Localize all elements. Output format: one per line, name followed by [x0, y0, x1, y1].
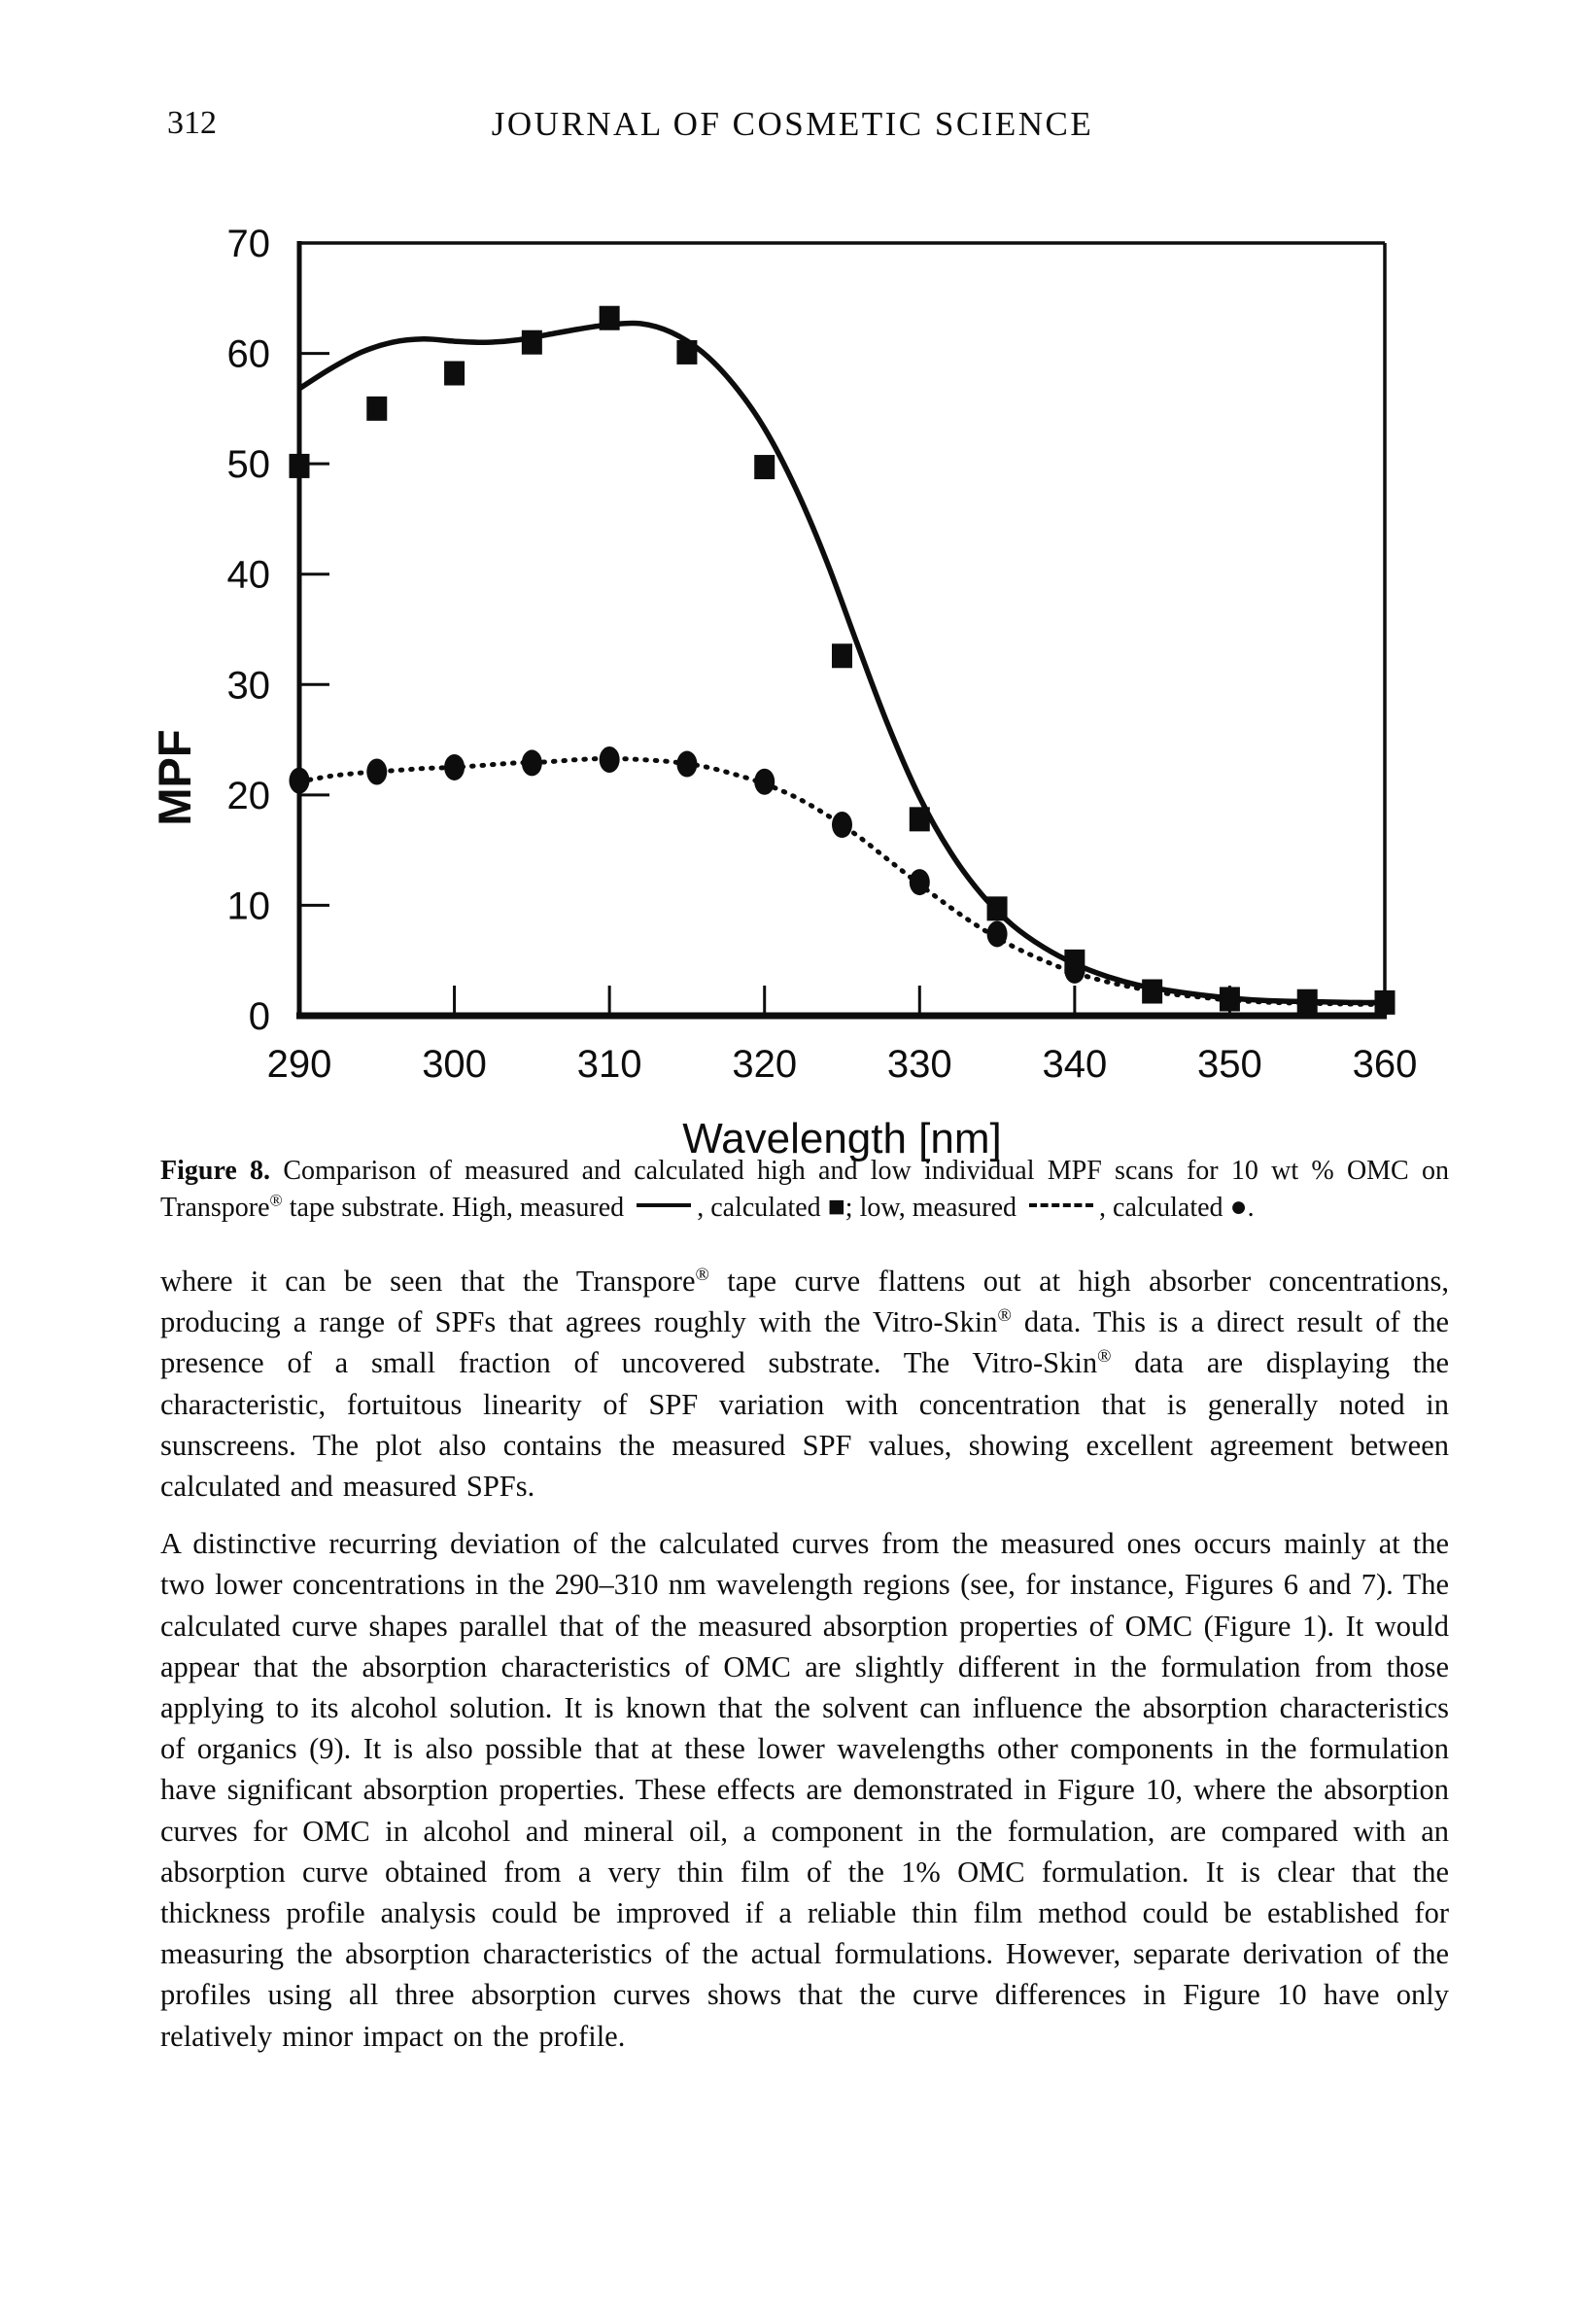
y-tick-label: 0: [248, 995, 270, 1038]
x-tick-label: 310: [576, 1043, 642, 1086]
filled-circle-icon: ●: [1229, 1191, 1248, 1223]
x-tick-label: 350: [1197, 1043, 1262, 1086]
high-calculated-point: [366, 397, 387, 421]
high-calculated-point: [290, 454, 310, 478]
high-calculated-point: [832, 643, 852, 668]
low-calculated-point: [366, 759, 387, 785]
paragraph-2: A distinctive recurring deviation of the calculated curves from the measured ones occurs mainly at the two lower concentrations in the 290–310 nm wavelength regions (see, for instance, Figures 6 and 7). The calculated curve shapes parallel that of the measured absorption properties of OMC (Figure 1). It would appear that the absorption characteristics of OMC are slightly different in the formulation from those applying to its alcohol solution. It is known that the solvent can influence the absorption characteristics of organics (9). It is also possible that at these lower wavelengths other components in the formulation have significant absorption properties. These effects are demonstrated in Figure 10, where the absorption curves for OMC in alcohol and mineral oil, a component in the formulation, are compared with an absorption curve obtained from a very thin film of the 1% OMC formulation. It is clear that the thickness profile analysis could be improved if a reliable thin film method could be established for measuring the absorption characteristics of the actual formulations. However, separate derivation of the profiles using all three absorption curves shows that the curve differences in Figure 10 have only relatively minor impact on the profile.: [160, 1527, 1449, 2053]
x-tick-label: 300: [422, 1043, 487, 1086]
high-calculated-point: [910, 807, 930, 831]
x-tick-label: 320: [732, 1043, 798, 1086]
figure-caption-label: Figure 8.: [160, 1156, 271, 1186]
page-number: 312: [167, 105, 217, 141]
filled-square-icon: ■: [827, 1191, 845, 1223]
caption-text-f: .: [1247, 1193, 1255, 1223]
low-calculated-point: [522, 749, 542, 776]
article-body: [160, 1261, 1449, 2057]
caption-text-e: , calculated: [1099, 1193, 1230, 1223]
high-calculated-point: [754, 455, 775, 479]
low-calculated-point: [444, 754, 465, 780]
low-calculated-point: [1064, 957, 1085, 984]
low-calculated-point: [290, 768, 310, 794]
high-calculated-point: [676, 340, 697, 364]
solid-line-sample-icon: [637, 1203, 691, 1207]
caption-text-b: tape substrate. High, measured: [282, 1193, 632, 1223]
y-tick-label: 70: [226, 223, 270, 265]
low-calculated-point: [987, 920, 1008, 947]
figure-caption: [160, 1153, 1449, 1227]
caption-text-d: ; low, measured: [844, 1193, 1024, 1223]
low-calculated-point: [832, 812, 852, 838]
y-tick-label: 30: [226, 664, 270, 708]
x-tick-label: 290: [266, 1043, 332, 1086]
journal-title: JOURNAL OF COSMETIC SCIENCE: [491, 105, 1094, 143]
high-calculated-point: [444, 362, 465, 386]
x-tick-label: 340: [1042, 1043, 1108, 1086]
high-calculated-point: [987, 896, 1008, 920]
y-tick-label: 10: [226, 885, 270, 928]
registered-mark: ®: [269, 1191, 283, 1210]
x-tick-label: 330: [886, 1043, 952, 1086]
low-calculated-point: [600, 746, 620, 773]
high-calculated-point: [1375, 990, 1395, 1015]
x-axis-title: Wavelength [nm]: [682, 1115, 1002, 1162]
caption-text-a: Comparison of measured and calculated high and low individual MPF scans for 10 wt % OMC on Transpore: [160, 1156, 1449, 1223]
y-tick-label: 40: [226, 553, 270, 597]
paragraph-1: where it can be seen that the Transpore® tape curve flattens out at high absorber concentrations, producing a range of SPFs that agrees roughly with the Vitro-Skin® data. This is a direct result of the presence of a small fraction of uncovered substrate. The Vitro-Skin® data are displaying the characteristic, fortuitous linearity of SPF variation with concentration that is generally noted in sunscreens. The plot also contains the measured SPF values, showing excellent agreement between calculated and measured SPFs.: [160, 1264, 1450, 1504]
y-tick-label: 60: [226, 332, 270, 376]
low-calculated-point: [910, 869, 930, 895]
low-calculated-point: [754, 769, 775, 795]
y-tick-label: 50: [226, 443, 270, 487]
low-calculated-point: [676, 751, 697, 778]
dashed-line-sample-icon: [1029, 1203, 1093, 1207]
caption-text-c: , calculated: [697, 1193, 828, 1223]
low-measured-curve: [299, 758, 1385, 1004]
x-tick-label: 360: [1352, 1043, 1418, 1086]
high-calculated-point: [600, 306, 620, 330]
high-calculated-point: [522, 330, 542, 355]
y-tick-label: 20: [226, 774, 270, 817]
y-axis-title: MPF: [149, 729, 200, 826]
